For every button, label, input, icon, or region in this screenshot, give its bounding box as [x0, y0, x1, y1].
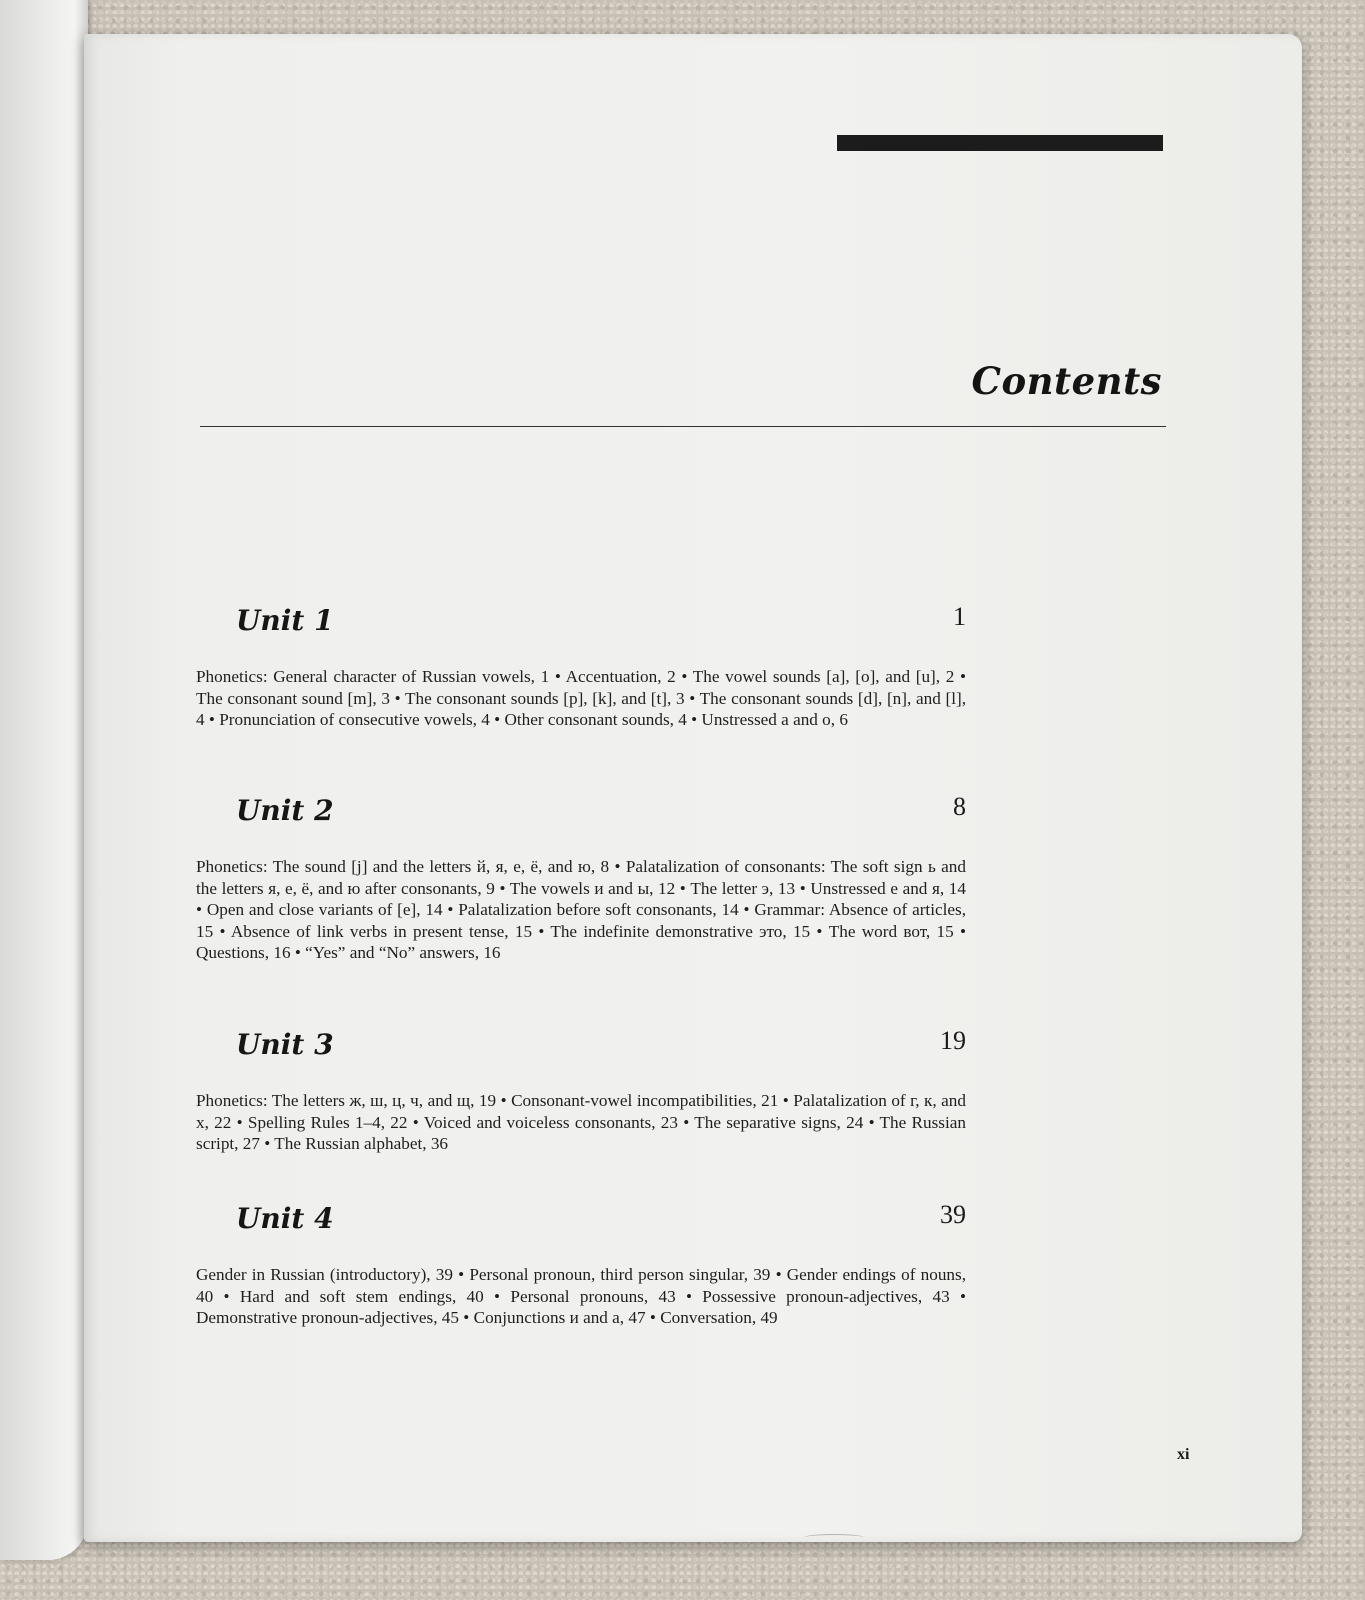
- unit-page-number: 1: [953, 602, 966, 631]
- unit-entry-4: [196, 1202, 966, 1329]
- unit-entry-3: [196, 1028, 966, 1155]
- page-folio: xi: [1177, 1446, 1190, 1463]
- book-page: [84, 34, 1302, 1542]
- unit-page-number: 8: [953, 792, 966, 821]
- facing-page-edge: [0, 0, 88, 1560]
- unit-heading: [196, 1028, 966, 1072]
- unit-title: Unit 3: [236, 1028, 334, 1061]
- decorative-bar: [837, 135, 1163, 151]
- unit-topics: Gender in Russian (introductory), 39 • Personal pronoun, third person singular, 39 • Gender endings of nouns, 40 • Hard and soft stem endings, 40 • Personal pronouns, 43 • Possessive pronoun-adjectives, 43 • Demonstrative pronoun-adjectives, 45 • Conjunctions и and а, 47 • Conversation, 49: [196, 1265, 966, 1327]
- unit-entry-1: [196, 604, 966, 731]
- unit-title: Unit 2: [236, 794, 334, 827]
- unit-page-number: 19: [940, 1026, 966, 1055]
- title-rule: [200, 426, 1166, 427]
- unit-heading: [196, 1202, 966, 1246]
- page-title: Contents: [971, 359, 1162, 403]
- unit-entry-2: [196, 794, 966, 964]
- unit-page-number: 39: [940, 1200, 966, 1229]
- unit-topics: Phonetics: General character of Russian vowels, 1 • Accentuation, 2 • The vowel sounds [a], [o], and [u], 2 • The consonant sound [m], 3 • The consonant sounds [p], [k], and [t], 3 • The consonant sounds [d], [n], and [l], 4 • Pronunciation of consecutive vowels, 4 • Other consonant sounds, 4 • Unstressed a and o, 6: [196, 667, 966, 729]
- page-tear: [804, 1534, 864, 1541]
- unit-topics: Phonetics: The letters ж, ш, ц, ч, and щ, 19 • Consonant-vowel incompatibilities, 21 • Palatalization of г, к, and х, 22 • Spelling Rules 1–4, 22 • Voiced and voiceless consonants, 23 • The separative signs, 24 • The Russian script, 27 • The Russian alphabet, 36: [196, 1091, 966, 1153]
- unit-heading: [196, 794, 966, 838]
- unit-topics: Phonetics: The sound [j] and the letters й, я, е, ё, and ю, 8 • Palatalization of consonants: The soft sign ь and the letters я, е, ё, and ю after consonants, 9 • The vowels и and ы, 12 • The letter э, 13 • Unstressed е and я, 14 • Open and close variants of [e], 14 • Palatalization before soft consonants, 14 • Grammar: Absence of articles, 15 • Absence of link verbs in present tense, 15 • The indefinite demonstrative это, 15 • The word вот, 15 • Questions, 16 • “Yes” and “No” answers, 16: [196, 857, 966, 962]
- unit-title: Unit 4: [236, 1202, 334, 1235]
- unit-title: Unit 1: [236, 604, 334, 637]
- unit-heading: [196, 604, 966, 648]
